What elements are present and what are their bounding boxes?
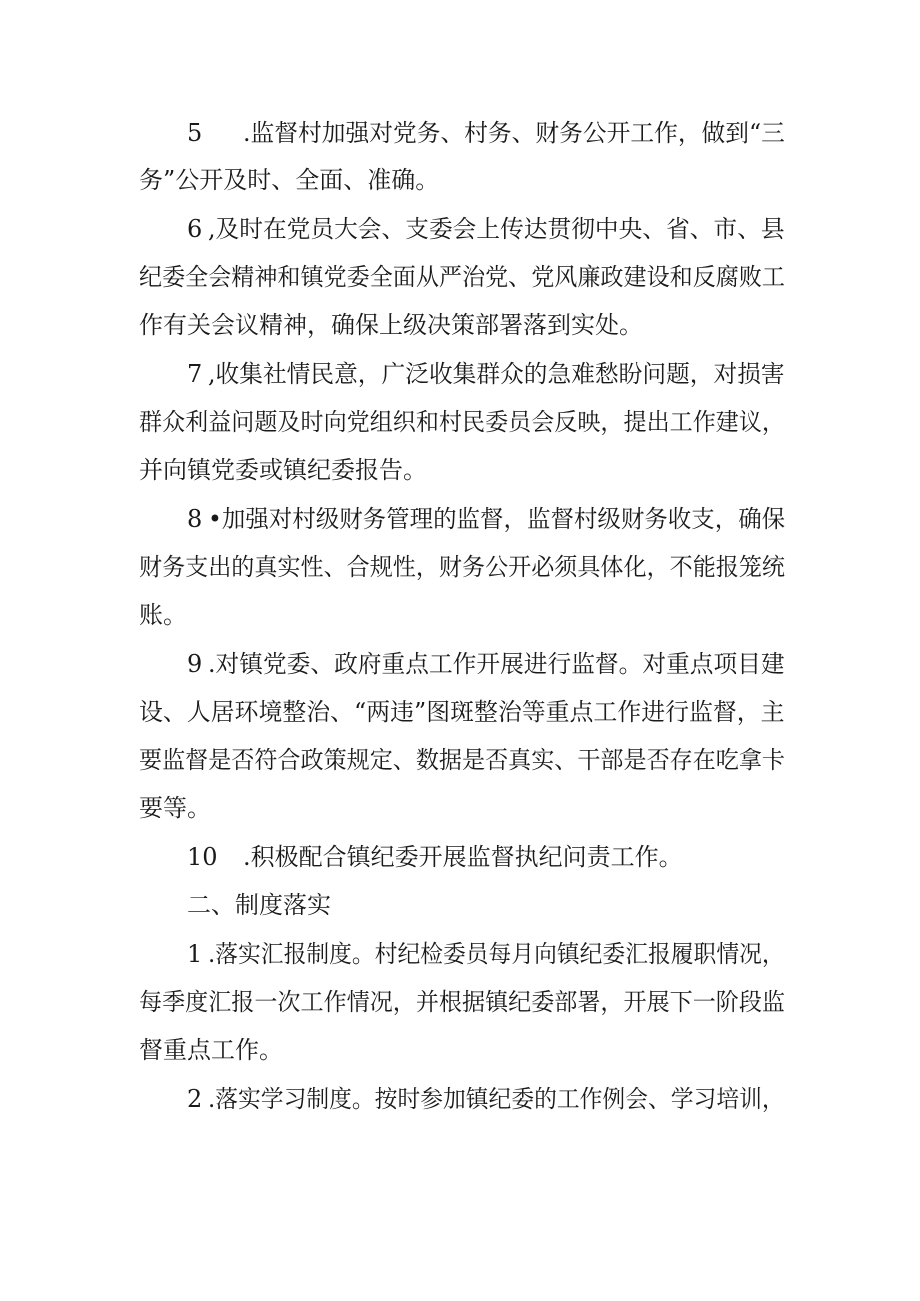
item-9-line-3	[0, 740, 920, 780]
item-9-line-4	[0, 788, 920, 828]
item-number: 9	[187, 650, 203, 678]
item-text: 群众利益问题及时向党组织和村民委员会反映，提出工作建议，	[139, 408, 785, 436]
item-text: 要监督是否符合政策规定、数据是否真实、干部是否存在吃拿卡	[139, 746, 785, 774]
item-9-line-1	[0, 644, 920, 684]
item-text: •加强对村级财务管理的监督，监督村级财务收支，确保	[208, 505, 786, 533]
item-7-line-2	[0, 402, 920, 442]
item-number: 1	[187, 940, 203, 968]
item-text: 督重点工作。	[139, 1036, 283, 1064]
item-10-line-1	[0, 837, 920, 877]
item-text: 设、人居环境整治、“两违”图斑整治等重点工作进行监督，主	[139, 698, 785, 726]
section-item-2-line-1	[0, 1079, 920, 1119]
item-number: 10	[187, 843, 218, 871]
item-text: ,及时在党员大会、支委会上传达贯彻中央、省、市、县	[208, 215, 785, 243]
item-text: 财务支出的真实性、合规性，财务公开必须具体化，不能报笼统	[139, 553, 785, 581]
section-item-1-line-2	[0, 982, 920, 1022]
item-6-line-3	[0, 305, 920, 345]
item-7-line-3	[0, 450, 920, 490]
section-heading-text: 二、制度落实	[187, 891, 331, 919]
item-text: 要等。	[139, 794, 211, 822]
item-text: 作有关会议精神，确保上级决策部署落到实处。	[139, 311, 643, 339]
item-text: .落实汇报制度。村纪检委员每月向镇纪委汇报履职情况，	[208, 940, 785, 968]
item-text: .积极配合镇纪委开展监督执纪问责工作。	[243, 843, 683, 871]
item-6-line-1	[0, 209, 920, 249]
section-item-1-line-1	[0, 934, 920, 974]
item-8-line-3	[0, 595, 920, 635]
item-text: .对镇党委、政府重点工作开展进行监督。对重点项目建	[208, 650, 785, 678]
item-number: 7	[187, 360, 203, 388]
item-5-line-1	[0, 113, 920, 153]
item-8-line-2	[0, 547, 920, 587]
item-8-line-1	[0, 499, 920, 539]
item-7-line-1	[0, 354, 920, 394]
item-6-line-2	[0, 257, 920, 297]
section-item-1-line-3	[0, 1030, 920, 1070]
section-heading	[0, 885, 920, 925]
item-number: 5	[187, 119, 203, 147]
item-text: 账。	[139, 601, 187, 629]
item-text: 每季度汇报一次工作情况，并根据镇纪委部署，开展下一阶段监	[139, 988, 785, 1016]
item-number: 6	[187, 215, 203, 243]
item-9-line-2	[0, 692, 920, 732]
item-text: ,收集社情民意，广泛收集群众的急难愁盼问题，对损害	[208, 360, 785, 388]
item-text: 务”公开及时、全面、准确。	[139, 166, 440, 194]
item-text: 纪委全会精神和镇党委全面从严治党、党风廉政建设和反腐败工	[139, 263, 785, 291]
item-number: 2	[187, 1085, 203, 1113]
item-5-line-2	[0, 160, 920, 200]
item-text: .监督村加强对党务、村务、财务公开工作，做到“三	[243, 119, 785, 147]
item-number: 8	[187, 505, 203, 533]
item-text: .落实学习制度。按时参加镇纪委的工作例会、学习培训，	[208, 1085, 785, 1113]
item-text: 并向镇党委或镇纪委报告。	[139, 456, 427, 484]
